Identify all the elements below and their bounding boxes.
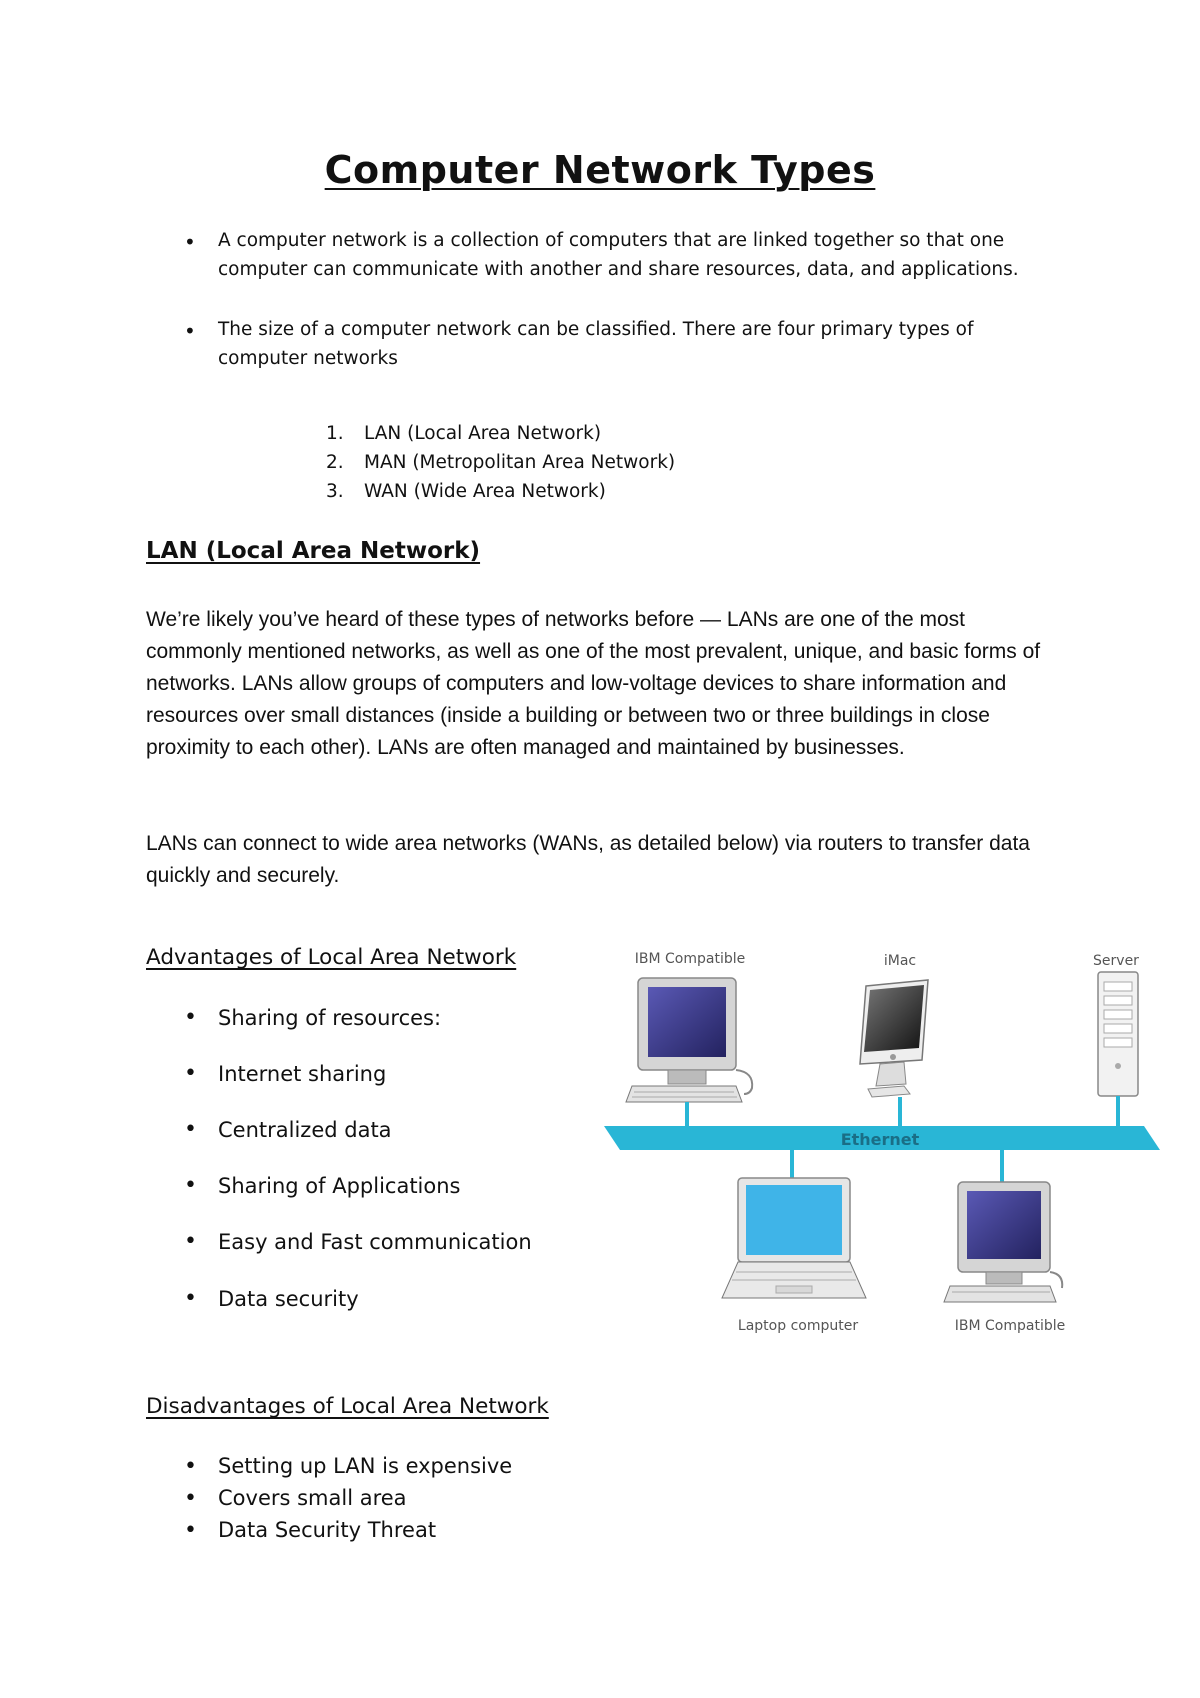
laptop-computer-icon xyxy=(722,1178,866,1298)
desktop-computer-icon xyxy=(626,978,752,1102)
label-ibm-compatible-2: IBM Compatible xyxy=(954,1318,1066,1334)
advantage-item: Easy and Fast communication xyxy=(218,1230,532,1254)
advantage-item: Internet sharing xyxy=(218,1062,387,1086)
label-server: Server xyxy=(1093,953,1139,969)
advantage-item: Sharing of resources: xyxy=(218,1006,442,1030)
disadvantage-item: Covers small area xyxy=(218,1486,407,1510)
imac-icon xyxy=(860,980,928,1097)
bullet-glyph: • xyxy=(184,1486,197,1511)
list-number: 2. xyxy=(326,452,344,473)
label-ibm-compatible-1: IBM Compatible xyxy=(634,951,746,967)
intro-bullet-2: The size of a computer network can be classified. There are four primary types of computer networks xyxy=(218,319,974,369)
server-icon xyxy=(1098,972,1138,1096)
lan-heading: LAN (Local Area Network) xyxy=(146,538,481,564)
network-type-lan: LAN (Local Area Network) xyxy=(364,423,602,444)
advantages-heading: Advantages of Local Area Network xyxy=(146,945,517,970)
bullet-glyph: • xyxy=(184,319,196,343)
bullet-glyph: • xyxy=(184,1005,197,1030)
advantage-item: Centralized data xyxy=(218,1118,392,1142)
label-laptop-computer: Laptop computer xyxy=(737,1318,859,1334)
advantage-item: Data security xyxy=(218,1287,359,1311)
advantage-item: Sharing of Applications xyxy=(218,1174,461,1198)
bullet-glyph: • xyxy=(184,1454,197,1479)
bullet-glyph: • xyxy=(184,1173,197,1198)
network-type-wan: WAN (Wide Area Network) xyxy=(364,481,606,502)
intro-bullet-1: A computer network is a collection of computers that are linked together so that one computer can communicate with another and share resources, data, and applications. xyxy=(218,230,1019,280)
lan-paragraph-1: We’re likely you’ve heard of these types of networks before — LANs are one of the most commonly mentioned networks, as well as one of the most prevalent, unique, and basic forms of networks. LANs allow groups of computers and low-voltage devices to share information and resources over small distances (inside a building or between two or three buildings in close proximity to each other). LANs are often managed and maintained by businesses. xyxy=(146,608,1041,759)
disadvantage-item: Setting up LAN is expensive xyxy=(218,1454,513,1478)
desktop-computer-icon xyxy=(944,1182,1062,1302)
bullet-glyph: • xyxy=(184,1117,197,1142)
bullet-glyph: • xyxy=(184,1518,197,1543)
bullet-glyph: • xyxy=(184,1286,197,1311)
bullet-glyph: • xyxy=(184,1229,197,1254)
lan-diagram xyxy=(604,934,1164,1354)
disadvantage-item: Data Security Threat xyxy=(218,1518,437,1542)
disadvantages-heading: Disadvantages of Local Area Network xyxy=(146,1394,549,1419)
label-imac: iMac xyxy=(883,953,917,969)
list-number: 1. xyxy=(326,423,344,444)
lan-paragraph-2: LANs can connect to wide area networks (WANs, as detailed below) via routers to transfer data quickly and securely. xyxy=(146,832,1030,887)
network-type-man: MAN (Metropolitan Area Network) xyxy=(364,452,676,473)
bullet-glyph: • xyxy=(184,1061,197,1086)
label-ethernet: Ethernet xyxy=(840,1130,920,1149)
page-title: Computer Network Types xyxy=(324,148,876,192)
bullet-glyph: • xyxy=(184,230,196,254)
list-number: 3. xyxy=(326,481,344,502)
